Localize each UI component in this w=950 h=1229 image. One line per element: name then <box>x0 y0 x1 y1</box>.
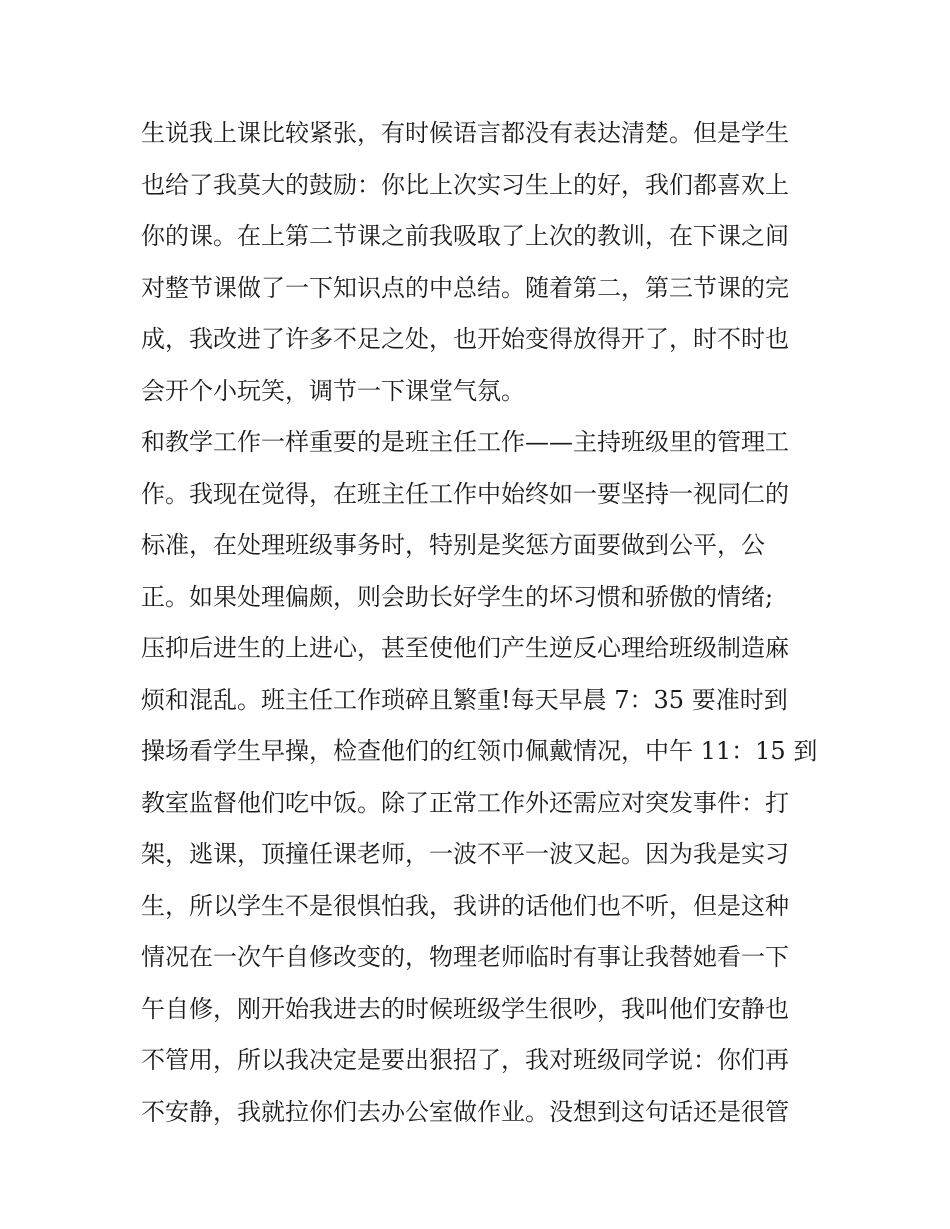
text-line: 生说我上课比较紧张，有时候语言都没有表达清楚。但是学生 <box>141 119 789 147</box>
text-line: 午自修，刚开始我进去的时候班级学生很吵，我叫他们安静也 <box>141 994 789 1023</box>
text-line: 架，逃课，顶撞任课老师，一波不平一波又起。因为我是实习 <box>141 840 789 868</box>
text-line: 标准，在处理班级事务时，特别是奖惩方面要做到公平，公 <box>141 531 765 559</box>
text-line: 烦和混乱。班主任工作琐碎且繁重!每天早晨 7：35 要准时到 <box>141 685 788 714</box>
text-line: 教室监督他们吃中饭。除了正常工作外还需应对突发事件：打 <box>141 788 789 817</box>
text-line: 你的课。在上第二节课之前我吸取了上次的教训，在下课之间 <box>141 222 789 250</box>
text-line: 成，我改进了许多不足之处，也开始变得放得开了，时不时也 <box>141 325 789 353</box>
text-line: 也给了我莫大的鼓励：你比上次实习生上的好，我们都喜欢上 <box>141 170 789 199</box>
text-line: 会开个小玩笑，调节一下课堂气氛。 <box>141 376 525 405</box>
text-line: 不管用，所以我决定是要出狠招了，我对班级同学说：你们再 <box>141 1046 789 1074</box>
text-line: 正。如果处理偏颇，则会助长好学生的坏习惯和骄傲的情绪; <box>141 582 774 611</box>
text-line: 和教学工作一样重要的是班主任工作——主持班级里的管理工 <box>141 428 789 456</box>
text-line: 操场看学生早操，检查他们的红领巾佩戴情况，中午 11：15 到 <box>141 737 818 765</box>
text-line: 作。我现在觉得，在班主任工作中始终如一要坚持一视同仁的 <box>141 479 789 508</box>
text-line: 不安静，我就拉你们去办公室做作业。没想到这句话还是很管 <box>141 1097 789 1126</box>
text-line: 压抑后进生的上进心，甚至使他们产生逆反心理给班级制造麻 <box>141 634 789 662</box>
text-line: 情况在一次午自修改变的，物理老师临时有事让我替她看一下 <box>141 943 789 971</box>
text-line: 对整节课做了一下知识点的中总结。随着第二，第三节课的完 <box>141 273 789 302</box>
text-line: 生，所以学生不是很惧怕我，我讲的话他们也不听，但是这种 <box>141 891 789 920</box>
body-text <box>141 108 821 1138</box>
